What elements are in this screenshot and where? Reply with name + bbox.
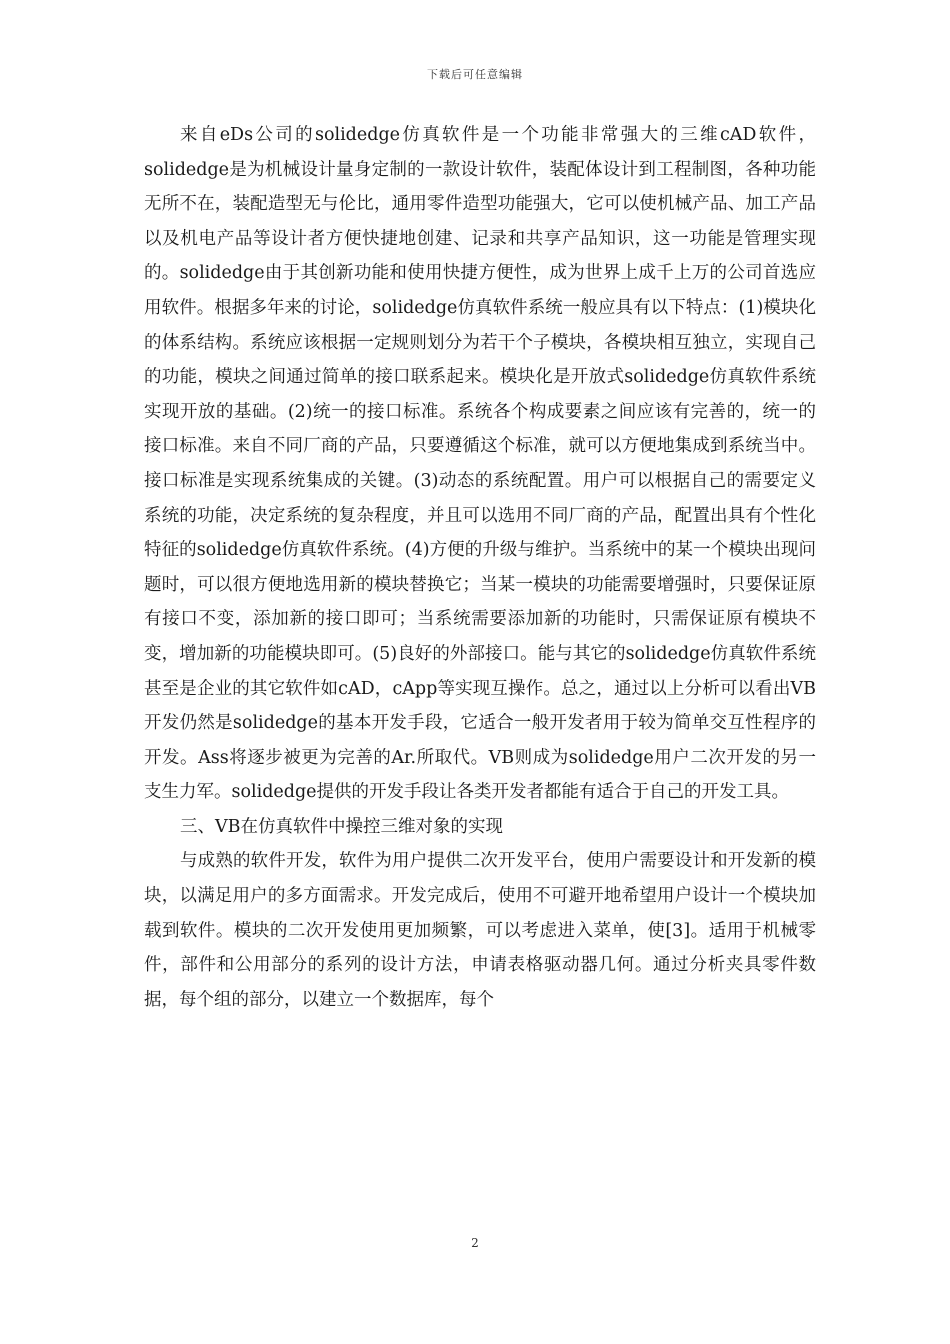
- page-header-note: 下载后可任意编辑: [427, 68, 523, 81]
- body-paragraph: 与成熟的软件开发，软件为用户提供二次开发平台，使用户需要设计和开发新的模块，以满足用户的多方面需求。开发完成后，使用不可避开地希望用户设计一个模块加载到软件。模块的二次开发使用更加频繁，可以考虑进入菜单，使[3]。适用于机械零件，部件和公用部分的系列的设计方法，申请表格驱动器几何。通过分析夹具零件数据，每个组的部分，以建立一个数据库，每个: [144, 851, 816, 1010]
- body-paragraph: 来自eDs公司的solidedge仿真软件是一个功能非常强大的三维cAD软件，solidedge是为机械设计量身定制的一款设计软件，装配体设计到工程制图，各种功能无所不在，装配造型无与伦比，通用零件造型功能强大，它可以使机械产品、加工产品以及机电产品等设计者方便快捷地创建、记录和共享产品知识，这一功能是管理实现的。solidedge由于其创新功能和使用快捷方便性，成为世界上成千上万的公司首选应用软件。根据多年来的讨论，solidedge仿真软件系统一般应具有以下特点：(1)模块化的体系结构。系统应该根据一定规则划分为若干个子模块，各模块相互独立，实现自己的功能，模块之间通过简单的接口联系起来。模块化是开放式solidedge仿真软件系统实现开放的基础。(2)统一的接口标准。系统各个构成要素之间应该有完善的，统一的接口标准。来自不同厂商的产品，只要遵循这个标准，就可以方便地集成到系统当中。接口标准是实现系统集成的关键。(3)动态的系统配置。用户可以根据自己的需要定义系统的功能，决定系统的复杂程度，并且可以选用不同厂商的产品，配置出具有个性化特征的solidedge仿真软件系统。(4)方便的升级与维护。当系统中的某一个模块出现问题时，可以很方便地选用新的模块替换它；当某一模块的功能需要增强时，只要保证原有接口不变，添加新的接口即可；当系统需要添加新的功能时，只需保证原有模块不变，增加新的功能模块即可。(5)良好的外部接口。能与其它的solidedge仿真软件系统甚至是企业的其它软件如cAD，cApp等实现互操作。总之，通过以上分析可以看出VB开发仍然是solidedge的基本开发手段，它适合一般开发者用于较为简单交互性程序的开发。Ass将逐步被更为完善的Ar.所取代。VB则成为solidedge用户二次开发的另一支生力军。solidedge提供的开发手段让各类开发者都能有适合于自己的开发工具。: [144, 125, 816, 803]
- page-number: 2: [471, 1236, 479, 1250]
- section-heading: 三、VB在仿真软件中操控三维对象的实现: [180, 816, 503, 837]
- document-body: [144, 118, 816, 1017]
